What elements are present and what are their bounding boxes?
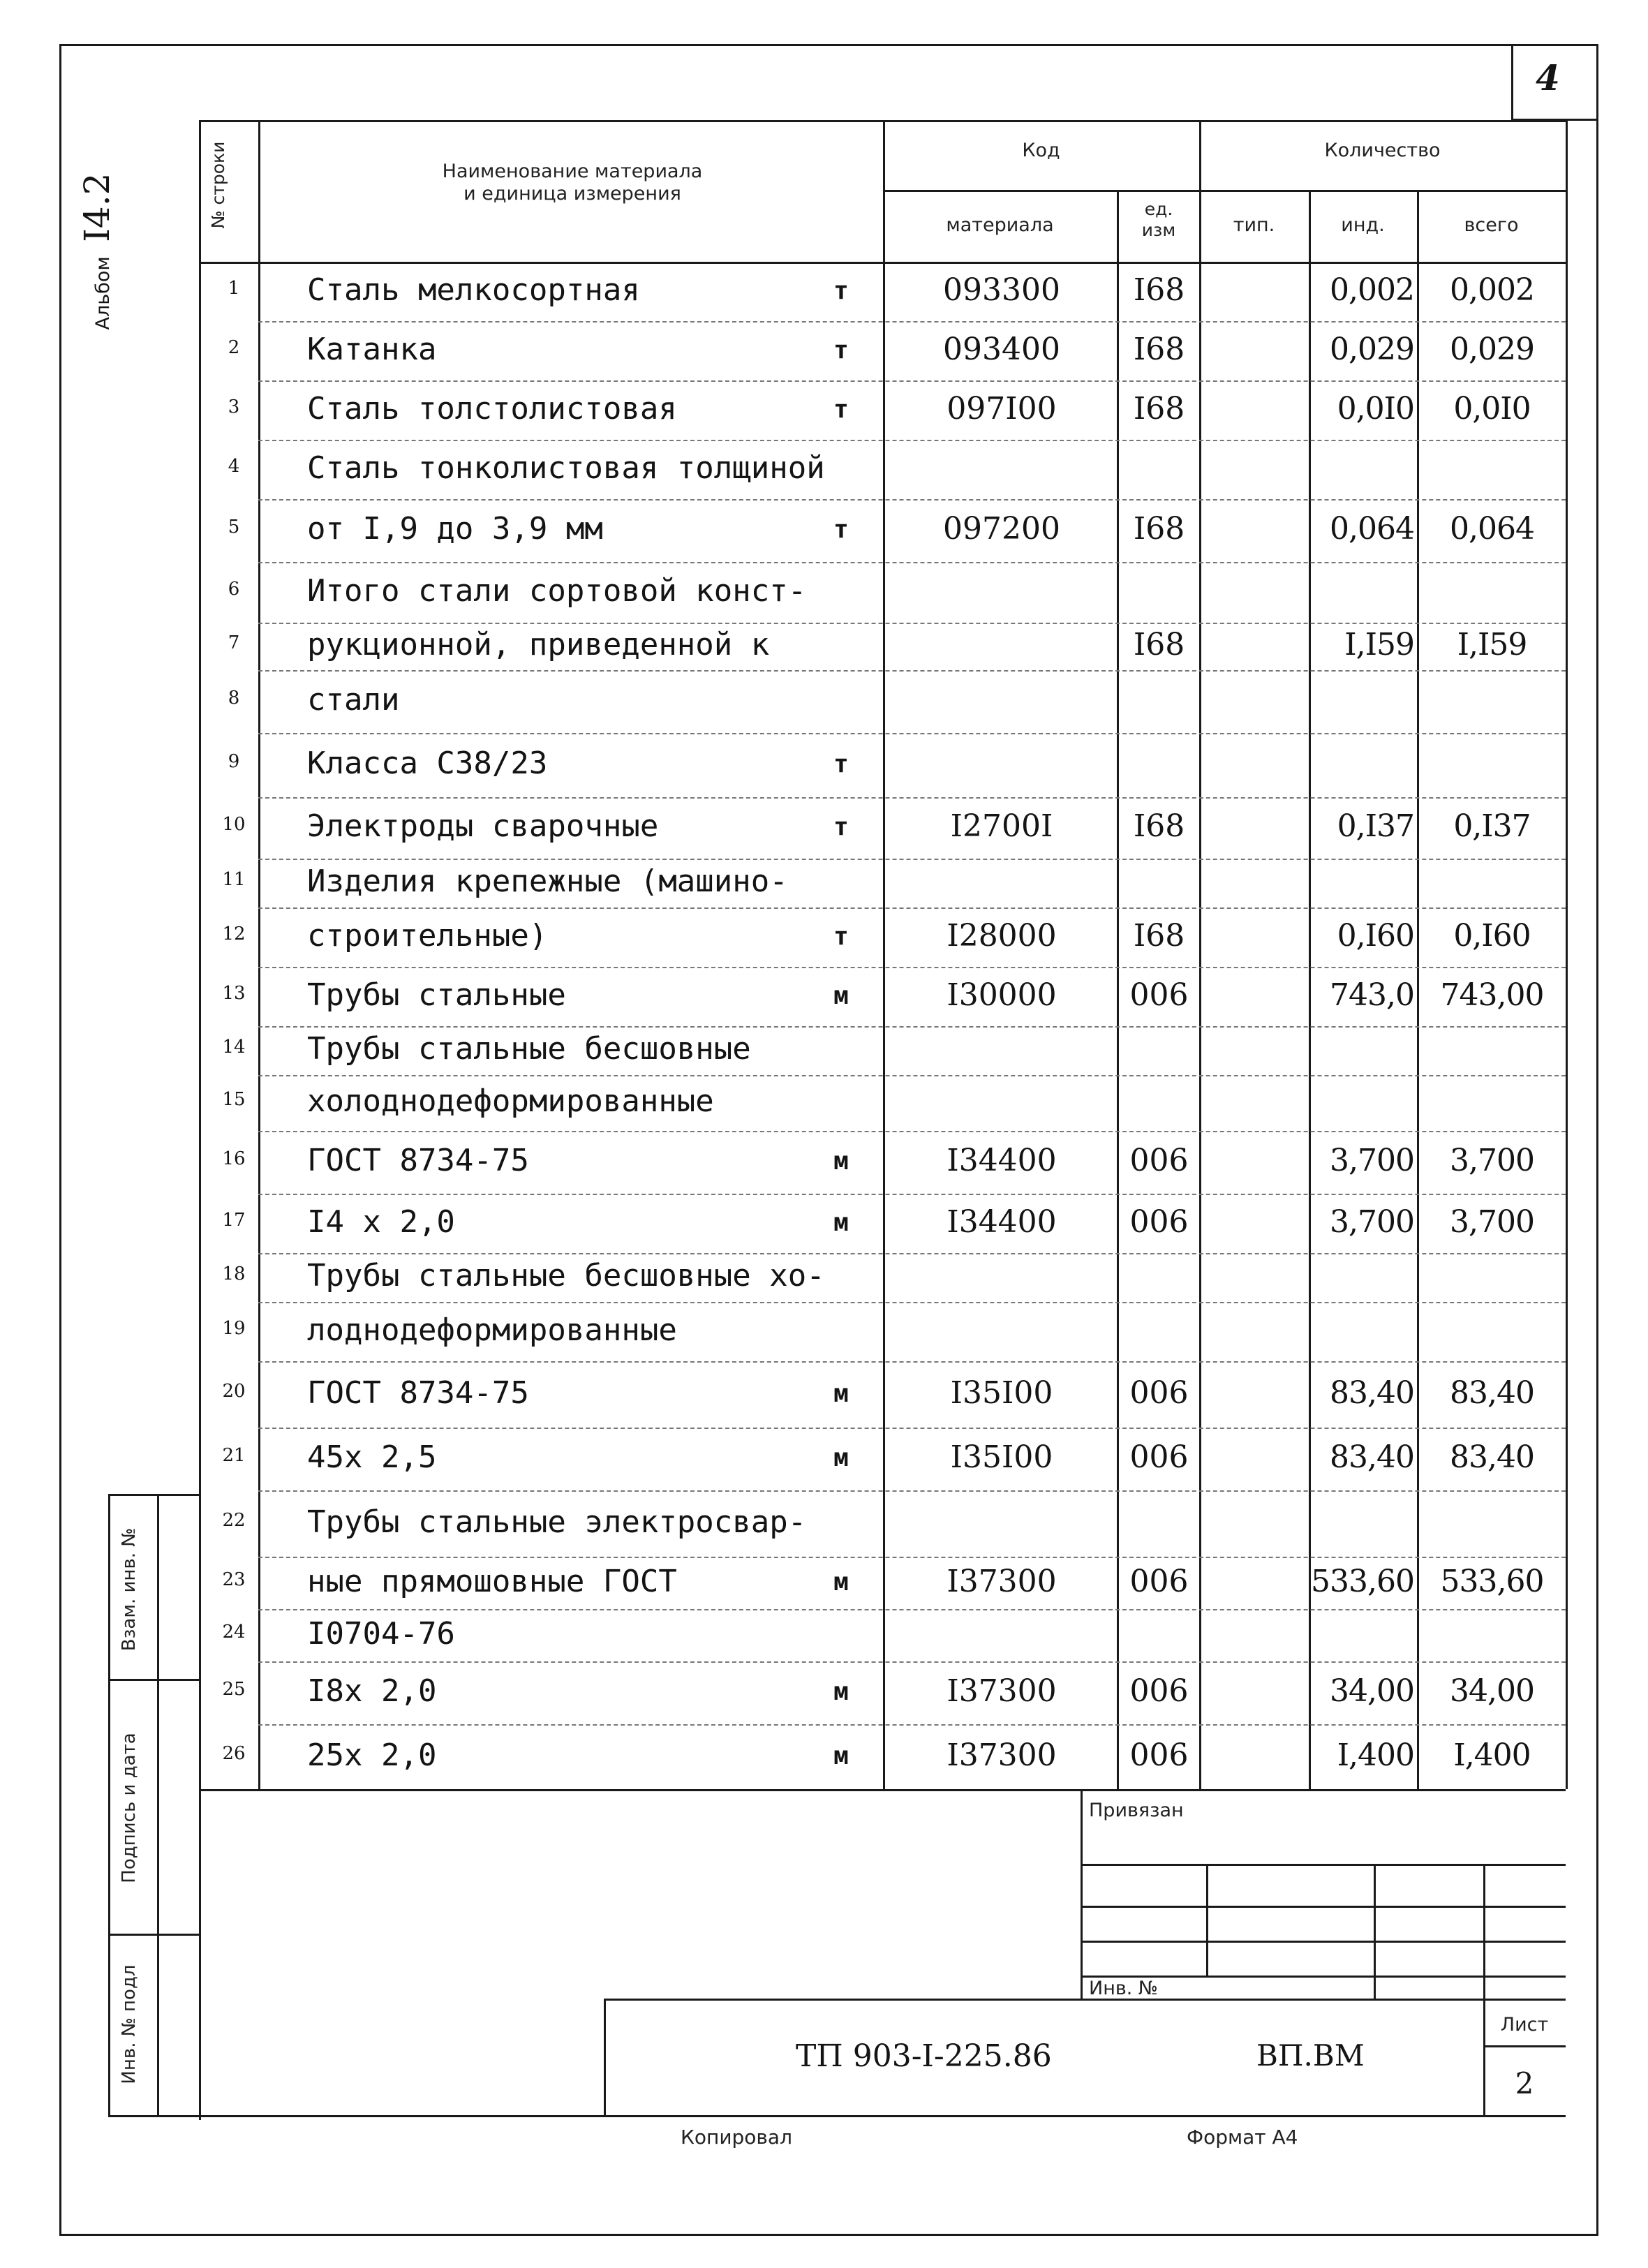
row-code: I34400: [947, 1203, 1057, 1240]
row-qty-total: 0,002: [1450, 272, 1534, 308]
row-separator: [258, 1131, 1566, 1132]
row-qty-ind: 34,00: [1330, 1673, 1414, 1709]
row-separator: [258, 733, 1566, 734]
row-unit-code: 006: [1129, 1737, 1189, 1773]
row-separator: [258, 499, 1566, 501]
row-qty-total: 3,700: [1450, 1143, 1534, 1178]
row-number: 24: [222, 1621, 246, 1643]
row-separator: [258, 321, 1566, 323]
row-qty-total: 0,0I0: [1453, 390, 1531, 427]
stamp-main-top: [604, 1999, 1566, 2001]
row-qty-total: 0,029: [1450, 331, 1534, 367]
row-qty-ind: 533,60: [1311, 1563, 1414, 1599]
row-name: лоднодеформированные: [307, 1312, 677, 1348]
row-unit: м: [833, 1741, 849, 1770]
row-code: I35I00: [950, 1374, 1053, 1411]
row-unit-code: I68: [1133, 390, 1185, 427]
row-unit: м: [833, 1567, 849, 1596]
row-name: Сталь мелкосортная: [307, 272, 640, 308]
row-unit: м: [833, 1677, 849, 1706]
row-unit-code: 006: [1129, 1143, 1189, 1178]
row-unit-code: 006: [1129, 1563, 1189, 1599]
row-unit: м: [833, 1444, 849, 1472]
row-number: 2: [228, 336, 240, 358]
row-code: 097I00: [947, 390, 1057, 427]
row-number: 4: [228, 455, 240, 477]
album-label: [77, 161, 119, 342]
col-line-code-left: [883, 120, 885, 1789]
row-separator: [258, 562, 1566, 563]
header-bottom-line: [199, 262, 1566, 264]
header-code: Код: [1022, 140, 1060, 161]
row-number: 13: [222, 982, 246, 1004]
row-code: I34400: [947, 1143, 1057, 1178]
row-name: Трубы стальные электросвар-: [307, 1504, 807, 1540]
header-name-line-1: Наименование материала: [442, 161, 703, 182]
row-separator: [258, 380, 1566, 382]
row-qty-ind: 0,029: [1330, 331, 1414, 367]
row-qty-ind: 83,40: [1330, 1374, 1414, 1411]
row-name: Трубы стальные: [307, 977, 566, 1013]
row-separator: [258, 1428, 1566, 1429]
row-number: 18: [222, 1263, 246, 1284]
table-top-line: [199, 120, 1566, 122]
row-number: 20: [222, 1380, 246, 1402]
row-number: 9: [228, 751, 240, 772]
row-number: 14: [222, 1037, 246, 1058]
header-sub-line: [883, 190, 1566, 192]
row-separator: [258, 797, 1566, 799]
side-top-line: [108, 1494, 199, 1496]
row-qty-ind: 0,0I0: [1337, 390, 1414, 427]
footer-format: Формат А4: [1187, 2126, 1298, 2149]
row-number: 22: [222, 1509, 246, 1531]
row-qty-ind: 3,700: [1330, 1203, 1414, 1240]
row-code: I37300: [947, 1673, 1057, 1709]
row-unit-code: I68: [1133, 331, 1185, 367]
row-number: 10: [222, 814, 246, 835]
row-number: 1: [228, 277, 240, 299]
row-unit-code: 006: [1129, 1374, 1189, 1411]
row-code: I28000: [947, 917, 1057, 954]
row-unit: т: [833, 750, 849, 778]
stamp-list-label: Лист: [1500, 2014, 1549, 2036]
row-code: I37300: [947, 1737, 1057, 1773]
row-name: Класса С38/23: [307, 746, 548, 781]
stamp-col-1: [1206, 1864, 1208, 1976]
header-qty-type: тип.: [1233, 214, 1275, 236]
row-qty-ind: I,400: [1337, 1737, 1414, 1773]
row-qty-total: 3,700: [1450, 1203, 1534, 1240]
row-unit-code: I68: [1133, 808, 1185, 844]
stamp-col-2: [1374, 1864, 1376, 1999]
header-code-material: материала: [946, 214, 1054, 236]
side-div-1: [108, 1679, 199, 1681]
header-name: [328, 161, 817, 205]
row-unit: м: [833, 981, 849, 1010]
row-unit: т: [833, 276, 849, 305]
stamp-doc-code: [796, 2038, 1052, 2074]
side-div-2: [108, 1934, 199, 1936]
row-number: 3: [228, 396, 240, 417]
row-number: 6: [228, 578, 240, 600]
row-separator: [258, 1609, 1566, 1610]
header-row-no: № строки: [208, 141, 228, 229]
row-separator: [258, 1661, 1566, 1663]
stamp-left-upper: [1081, 1789, 1083, 1999]
row-number: 26: [222, 1742, 246, 1764]
row-separator: [258, 1302, 1566, 1303]
sheet-mark: 4: [1536, 57, 1560, 98]
row-separator: [258, 670, 1566, 672]
row-qty-total: 533,60: [1440, 1563, 1544, 1599]
row-code: 097200: [943, 511, 1060, 547]
side-inv-podl: Инв. № подл: [119, 1964, 140, 2084]
row-qty-ind: 3,700: [1330, 1143, 1414, 1178]
row-number: 12: [222, 923, 246, 944]
row-name: 45х 2,5: [307, 1439, 437, 1475]
row-separator: [258, 1194, 1566, 1195]
header-code-unit: ед. изм: [1141, 199, 1176, 240]
row-code: I37300: [947, 1563, 1057, 1599]
row-number: 8: [228, 688, 240, 709]
side-podpis: Подпись и дата: [119, 1733, 140, 1883]
row-unit-code: 006: [1129, 977, 1189, 1013]
header-name-line-2: и единица измерения: [463, 183, 681, 205]
row-qty-total: 0,I37: [1453, 808, 1531, 844]
row-code: 093300: [943, 272, 1060, 308]
footer-copied: Копировал: [681, 2126, 792, 2149]
stamp-inv-no: Инв. №: [1089, 1978, 1159, 1999]
row-number: 19: [222, 1317, 246, 1339]
header-quantity: Количество: [1324, 140, 1441, 161]
row-qty-total: 743,00: [1440, 977, 1544, 1013]
row-qty-total: I,400: [1453, 1737, 1531, 1773]
row-name: Итого стали сортовой конст-: [307, 572, 807, 609]
row-name: Электроды сварочные: [307, 808, 659, 844]
row-qty-total: 83,40: [1450, 1439, 1534, 1475]
col-line-qty-left: [1199, 120, 1201, 1789]
row-name: холоднодеформированные: [307, 1083, 714, 1119]
row-name: Трубы стальные бесшовные хо-: [307, 1258, 825, 1294]
stamp-main-left: [604, 1999, 606, 2115]
side-vzam: Взам. инв. №: [119, 1527, 140, 1652]
stamp-doc-code-text: ТП 903-I-225.86: [796, 2038, 1052, 2074]
row-separator: [258, 1557, 1566, 1558]
col-line-total-left: [1417, 190, 1419, 1789]
row-name: ГОСТ 8734-75: [307, 1374, 529, 1411]
row-number: 23: [222, 1569, 246, 1590]
stamp-list-div: [1483, 2045, 1566, 2047]
row-name: Сталь тонколистовая толщиной: [307, 450, 825, 486]
row-name: 25х 2,0: [307, 1737, 437, 1773]
row-qty-ind: 0,064: [1330, 511, 1414, 547]
row-qty-total: 83,40: [1450, 1374, 1534, 1411]
row-separator: [258, 907, 1566, 909]
row-separator: [258, 440, 1566, 441]
row-name: Изделия крепежные (машино-: [307, 864, 788, 899]
row-code: I2700I: [950, 808, 1053, 844]
row-unit: т: [833, 921, 849, 951]
row-qty-ind: 0,I37: [1337, 808, 1414, 844]
row-name: Трубы стальные бесшовные: [307, 1031, 751, 1067]
row-name: I8х 2,0: [307, 1673, 437, 1709]
row-unit-code: 006: [1129, 1673, 1189, 1709]
row-unit-code: I68: [1133, 272, 1185, 308]
row-code: I35I00: [950, 1439, 1053, 1475]
stamp-list-number: 2: [1515, 2066, 1534, 2100]
row-qty-total: 0,064: [1450, 511, 1534, 547]
stamp-line-2: [1081, 1906, 1566, 1908]
row-code: I30000: [947, 977, 1057, 1013]
row-separator: [258, 1026, 1566, 1028]
row-number: 11: [222, 869, 246, 890]
row-unit-code: I68: [1133, 511, 1185, 547]
row-number: 5: [228, 517, 240, 538]
row-number: 21: [222, 1445, 246, 1466]
row-qty-ind: 83,40: [1330, 1439, 1414, 1475]
row-unit: т: [833, 335, 849, 364]
row-name: ГОСТ 8734-75: [307, 1143, 529, 1178]
row-number: 25: [222, 1679, 246, 1700]
album-label-text: Альбом: [92, 256, 114, 330]
row-separator: [258, 1075, 1566, 1076]
row-name: от I,9 до 3,9 мм: [307, 511, 603, 547]
side-inner-line: [157, 1494, 159, 2115]
row-number: 17: [222, 1209, 246, 1231]
row-name: Катанка: [307, 331, 437, 367]
row-number: 16: [222, 1148, 246, 1169]
row-name: стали: [307, 682, 400, 718]
stamp-doc-suffix: ВП.ВМ: [1256, 2038, 1365, 2073]
row-unit: т: [833, 515, 849, 544]
row-unit: т: [833, 813, 849, 841]
row-separator: [258, 1724, 1566, 1726]
row-unit-code: I68: [1133, 917, 1185, 954]
row-unit-code: I68: [1133, 627, 1185, 662]
table-right-line: [1566, 120, 1568, 1789]
side-bottom-line: [108, 2115, 1566, 2117]
table-bottom-line: [199, 1789, 1566, 1791]
row-unit-code: 006: [1129, 1439, 1189, 1475]
row-qty-total: I,I59: [1457, 627, 1527, 662]
row-separator: [258, 1253, 1566, 1254]
left-margin-line: [199, 120, 201, 2120]
stamp-privyazan: Привязан: [1089, 1800, 1184, 1821]
row-unit: м: [833, 1379, 849, 1408]
row-name: I0704-76: [307, 1615, 455, 1652]
album-number: I4.2: [77, 172, 117, 242]
row-separator: [258, 1490, 1566, 1492]
row-qty-total: 0,I60: [1453, 917, 1531, 954]
row-name: I4 х 2,0: [307, 1203, 455, 1240]
row-qty-ind: I,I59: [1344, 627, 1414, 662]
row-unit: т: [833, 394, 849, 424]
row-unit-code: 006: [1129, 1203, 1189, 1240]
row-separator: [258, 1361, 1566, 1363]
stamp-line-1: [1081, 1864, 1566, 1866]
col-line-name-left: [258, 120, 260, 1789]
row-name: Сталь толстолистовая: [307, 390, 677, 427]
row-separator: [258, 967, 1566, 968]
row-code: 093400: [943, 331, 1060, 367]
row-name: ные прямошовные ГОСТ: [307, 1563, 677, 1599]
side-outer-line: [108, 1494, 110, 2115]
row-qty-ind: 0,I60: [1337, 917, 1414, 954]
row-qty-ind: 0,002: [1330, 272, 1414, 308]
row-separator: [258, 623, 1566, 624]
row-name: рукционной, приведенной к: [307, 627, 770, 662]
stamp-line-3: [1081, 1941, 1566, 1943]
row-unit: м: [833, 1147, 849, 1176]
row-unit: м: [833, 1208, 849, 1237]
header-qty-total: всего: [1464, 214, 1519, 236]
row-qty-total: 34,00: [1450, 1673, 1534, 1709]
row-name: строительные): [307, 917, 548, 954]
header-qty-ind: инд.: [1341, 214, 1385, 236]
row-separator: [258, 859, 1566, 860]
row-number: 7: [228, 632, 240, 653]
row-qty-ind: 743,0: [1330, 977, 1414, 1013]
row-number: 15: [222, 1089, 246, 1110]
